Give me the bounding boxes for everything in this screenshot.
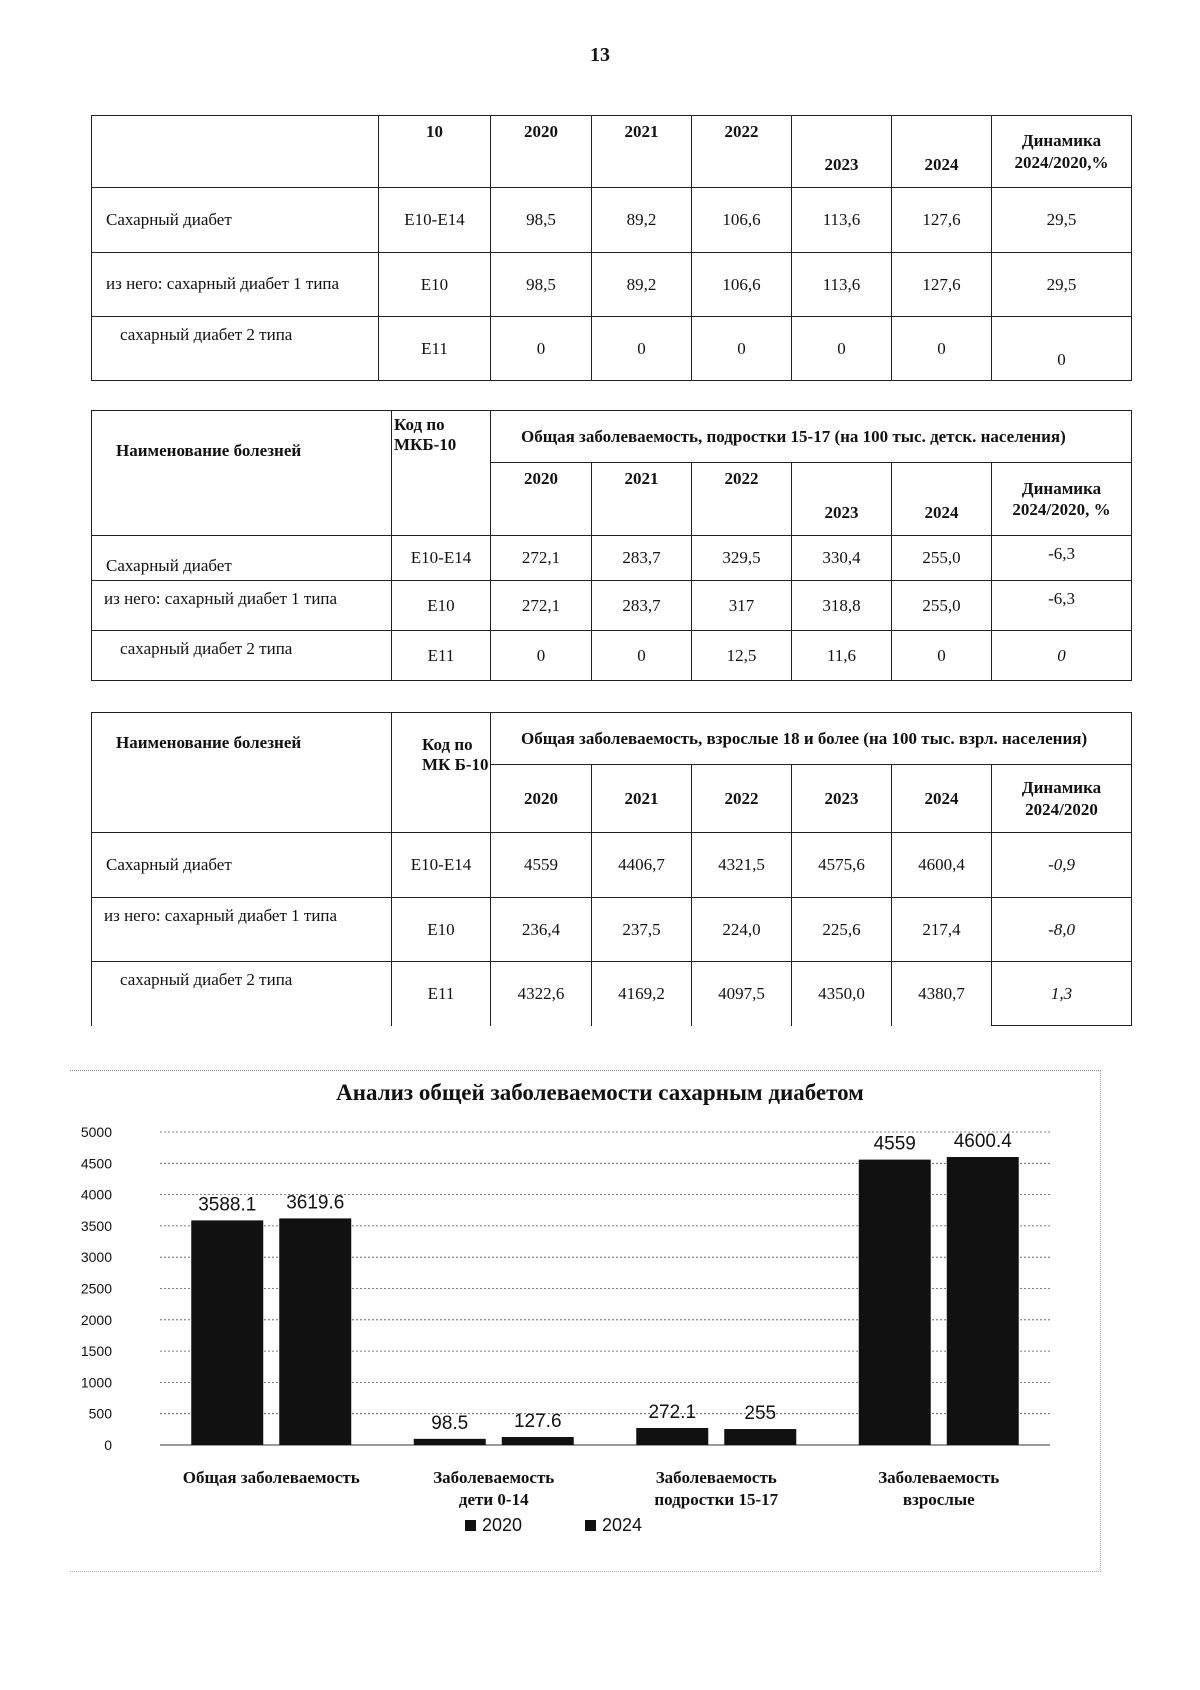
row-code: E11 [392,962,491,1026]
category-label: дети 0-14 [458,1490,529,1509]
row-name: Сахарный диабет [92,833,392,898]
cell-dynamics: 0 [992,631,1132,681]
cell-value: 255,0 [892,581,992,631]
cell-value: 127,6 [892,188,992,253]
bar-value-label: 3619.6 [286,1192,345,1214]
bar-2020 [636,1428,708,1445]
cell-value: 89,2 [592,188,692,253]
table-row [92,188,1132,253]
row-code: E10 [392,898,491,962]
cell-value: 283,7 [592,536,692,581]
table2-year-2020: 2020 [491,463,592,536]
y-tick-label: 4000 [80,1186,112,1203]
legend-swatch-2020 [465,1520,476,1531]
row-code: E10-E14 [392,536,491,581]
row-code: E11 [392,631,491,681]
bar-value-label: 272.1 [648,1401,697,1423]
chart-title: Анализ общей заболеваемости сахарным диабетом [336,1080,864,1105]
cell-value: 255,0 [892,536,992,581]
cell-value: 329,5 [692,536,792,581]
table1-year-2023: 2023 [792,116,892,188]
table1-year-2020: 2020 [491,116,592,188]
y-tick-label: 5000 [80,1124,112,1140]
y-tick-label: 3500 [80,1217,112,1234]
cell-dynamics: 1,3 [992,962,1132,1026]
y-tick-label: 1000 [80,1374,112,1391]
table-adults [91,712,1132,1026]
table-row [92,962,1132,1026]
table1-empty-header [92,116,379,188]
category-label: Заболеваемость [878,1468,1000,1487]
bar-value-label: 255 [744,1403,777,1425]
cell-value: 0 [792,317,892,381]
table3-year-2022: 2022 [692,765,792,833]
table-row [92,253,1132,317]
table1-year-2022: 2022 [692,116,792,188]
cell-value: 225,6 [792,898,892,962]
table3-year-2023: 2023 [792,765,892,833]
bar-2020 [191,1220,263,1445]
bar-2024 [279,1218,351,1445]
legend-item-2020 [465,1515,522,1536]
row-name: из него: сахарный диабет 1 типа [92,253,379,317]
table-row [92,833,1132,898]
cell-value: 98,5 [491,253,592,317]
cell-value: 4380,7 [892,962,992,1026]
row-name: сахарный диабет 2 типа [92,962,392,1026]
cell-value: 89,2 [592,253,692,317]
cell-dynamics: -0,9 [992,833,1132,898]
cell-value: 0 [592,631,692,681]
cell-dynamics: -8,0 [992,898,1132,962]
bar-2024 [947,1157,1019,1445]
cell-value: 12,5 [692,631,792,681]
bar-2020 [414,1439,486,1445]
row-name: сахарный диабет 2 типа [92,631,392,681]
row-name: Сахарный диабет [92,536,392,581]
y-tick-label: 1500 [80,1343,112,1360]
cell-dynamics: 0 [992,317,1132,381]
table2-name-header: Наименование болезней [92,411,392,536]
table3-year-2024: 2024 [892,765,992,833]
cell-dynamics: -6,3 [992,536,1132,581]
bar-2020 [859,1160,931,1445]
cell-value: 224,0 [692,898,792,962]
bar-value-label: 98.5 [431,1412,469,1434]
cell-value: 0 [692,317,792,381]
cell-value: 330,4 [792,536,892,581]
table2-year-2024: 2024 [892,463,992,536]
cell-value: 127,6 [892,253,992,317]
table1-year-2024: 2024 [892,116,992,188]
category-label: Общая заболеваемость [182,1468,360,1487]
cell-value: 272,1 [491,581,592,631]
row-name: из него: сахарный диабет 1 типа [92,581,392,631]
row-name: Сахарный диабет [92,188,379,253]
cell-value: 237,5 [592,898,692,962]
table2-year-2023: 2023 [792,463,892,536]
legend-item-2024 [585,1515,642,1536]
table-row [92,536,1132,581]
page-number: 13 [590,44,610,66]
row-code: E11 [379,317,491,381]
row-code: E10-E14 [379,188,491,253]
cell-value: 0 [592,317,692,381]
bar-value-label: 127.6 [513,1411,562,1433]
cell-value: 113,6 [792,188,892,253]
cell-value: 106,6 [692,253,792,317]
bar-value-label: 3588.1 [198,1194,257,1216]
cell-value: 106,6 [692,188,792,253]
cell-value: 11,6 [792,631,892,681]
table-row [92,581,1132,631]
y-tick-label: 2500 [80,1280,112,1297]
table3-name-header: Наименование болезней [92,713,392,833]
cell-value: 4321,5 [692,833,792,898]
cell-value: 217,4 [892,898,992,962]
row-code: E10 [392,581,491,631]
table-row [92,631,1132,681]
cell-value: 4559 [491,833,592,898]
legend-label-2024: 2024 [602,1515,643,1535]
row-code: E10-E14 [392,833,491,898]
category-label: Заболеваемость [433,1468,555,1487]
category-label: взрослые [902,1490,975,1509]
bar-chart [0,1100,1200,1520]
table-teenagers [91,410,1132,681]
cell-value: 0 [892,631,992,681]
bar-value-label: 4600.4 [953,1131,1012,1153]
category-label: подростки 15-17 [654,1490,779,1509]
table2-span-header: Общая заболеваемость, подростки 15-17 (на 100 тыс. детск. населения) [491,411,1132,463]
table2-year-2021: 2021 [592,463,692,536]
cell-value: 98,5 [491,188,592,253]
y-tick-label: 3000 [80,1249,112,1266]
cell-value: 4097,5 [692,962,792,1026]
table3-year-2021: 2021 [592,765,692,833]
cell-value: 4600,4 [892,833,992,898]
legend-label-2020: 2020 [482,1515,523,1535]
cell-value: 318,8 [792,581,892,631]
cell-value: 113,6 [792,253,892,317]
row-name: из него: сахарный диабет 1 типа [92,898,392,962]
bar-2024 [724,1429,796,1445]
table-children [91,115,1132,381]
cell-value: 4350,0 [792,962,892,1026]
row-name: сахарный диабет 2 типа [92,317,379,381]
table-row [92,317,1132,381]
table2-dynamics-header: Динамика 2024/2020, % [992,463,1132,536]
cell-value: 0 [491,631,592,681]
cell-dynamics: -6,3 [992,581,1132,631]
table-row [92,898,1132,962]
table3-span-header: Общая заболеваемость, взрослые 18 и более (на 100 тыс. взрл. населения) [491,713,1132,765]
table3-year-2020: 2020 [491,765,592,833]
cell-value: 4322,6 [491,962,592,1026]
cell-value: 4169,2 [592,962,692,1026]
table2-code-header: Код по МКБ-10 [392,411,491,536]
cell-value: 4575,6 [792,833,892,898]
y-tick-label: 0 [104,1437,112,1453]
legend-swatch-2024 [585,1520,596,1531]
cell-value: 283,7 [592,581,692,631]
bar-value-label: 4559 [873,1133,916,1155]
cell-value: 236,4 [491,898,592,962]
row-code: E10 [379,253,491,317]
bar-2024 [502,1437,574,1445]
table3-code-header: Код по МК Б-10 [392,713,491,833]
category-label: Заболеваемость [655,1468,777,1487]
y-tick-label: 4500 [80,1155,112,1172]
cell-value: 317 [692,581,792,631]
cell-value: 0 [892,317,992,381]
y-tick-label: 2000 [80,1311,112,1328]
cell-dynamics: 29,5 [992,253,1132,317]
cell-dynamics: 29,5 [992,188,1132,253]
cell-value: 4406,7 [592,833,692,898]
table2-year-2022: 2022 [692,463,792,536]
cell-value: 272,1 [491,536,592,581]
table1-year-2021: 2021 [592,116,692,188]
table3-dynamics-header: Динамика 2024/2020 [992,765,1132,833]
table1-code-header: 10 [379,116,491,188]
table1-dynamics-header: Динамика 2024/2020,% [992,116,1132,188]
cell-value: 0 [491,317,592,381]
y-tick-label: 500 [88,1405,112,1422]
